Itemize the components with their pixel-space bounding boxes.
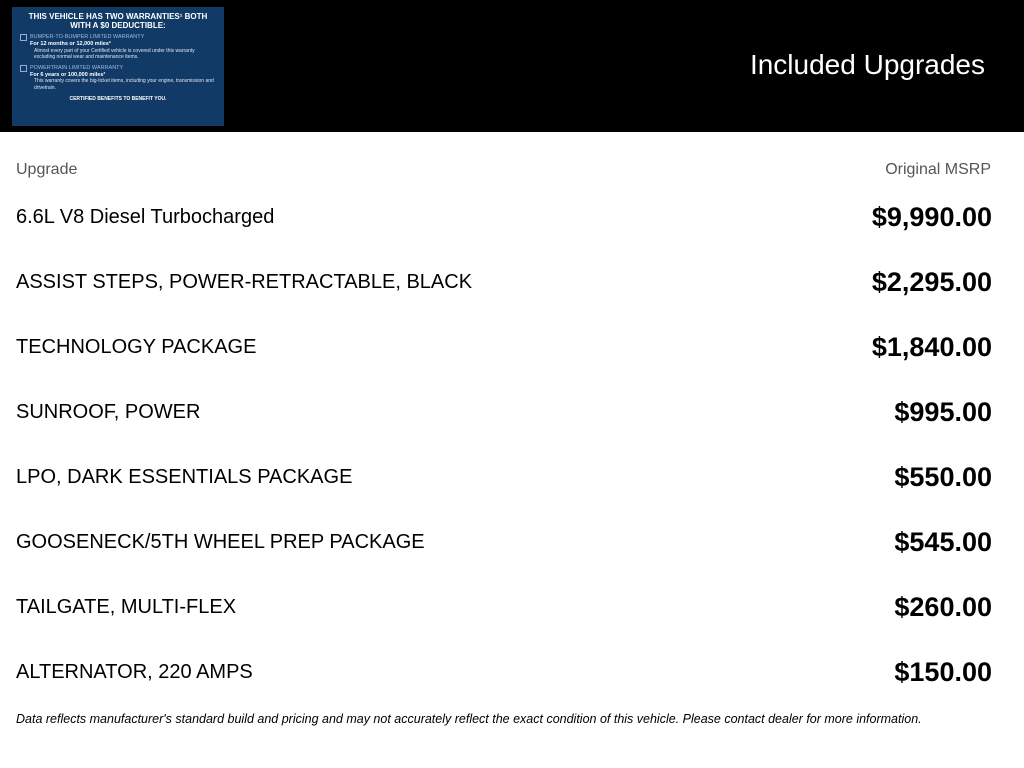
promo-w2-term: For 6 years or 100,000 miles³ xyxy=(30,71,106,78)
warranty-promo-image xyxy=(12,7,224,126)
upgrade-name: 6.6L V8 Diesel Turbocharged xyxy=(16,205,275,228)
table-row xyxy=(16,457,992,497)
checkbox-icon xyxy=(20,34,27,41)
upgrade-price: $545.00 xyxy=(894,526,992,557)
table-row xyxy=(16,392,992,432)
upgrade-price: $9,990.00 xyxy=(871,201,992,232)
table-row xyxy=(16,522,992,562)
upgrade-price: $1,840.00 xyxy=(871,331,992,362)
table-row xyxy=(16,327,992,367)
promo-w1-title: BUMPER-TO-BUMPER LIMITED WARRANTY xyxy=(30,34,145,41)
promo-warranty-2 xyxy=(20,65,216,91)
promo-w2-title: POWERTRAIN LIMITED WARRANTY xyxy=(30,64,124,71)
upgrade-name: ALTERNATOR, 220 AMPS xyxy=(16,660,253,683)
table-row xyxy=(16,262,992,302)
table-row xyxy=(16,197,992,237)
upgrade-name: GOOSENECK/5TH WHEEL PREP PACKAGE xyxy=(16,530,425,553)
header-bar xyxy=(0,0,1024,132)
column-header-msrp: Original MSRP xyxy=(885,161,991,178)
upgrade-name: TAILGATE, MULTI-FLEX xyxy=(16,595,237,618)
upgrade-price: $550.00 xyxy=(894,461,992,492)
disclaimer: Data reflects manufacturer's standard build and pricing and may not accurately reflect the exact condition of this vehicle. Please contact dealer for more information. xyxy=(16,712,922,726)
promo-w1-desc: Almost every part of your Certified vehicle is covered under this warranty excluding normal wear and maintenance items. xyxy=(34,48,195,61)
promo-tagline: CERTIFIED BENEFITS TO BENEFIT YOU. xyxy=(69,95,167,102)
upgrade-price: $995.00 xyxy=(894,396,992,427)
upgrade-name: SUNROOF, POWER xyxy=(16,400,201,423)
promo-w1-term: For 12 months or 12,000 miles² xyxy=(30,41,111,48)
checkbox-icon xyxy=(20,65,27,72)
upgrade-price: $150.00 xyxy=(894,656,992,687)
page-title: Included Upgrades xyxy=(749,49,985,80)
promo-w2-desc: This warranty covers the big-ticket items, including your engine, transmission and drivetrain. xyxy=(34,78,214,91)
column-header-upgrade: Upgrade xyxy=(16,161,78,178)
upgrade-name: TECHNOLOGY PACKAGE xyxy=(16,335,257,358)
upgrade-name: ASSIST STEPS, POWER-RETRACTABLE, BLACK xyxy=(16,270,473,293)
table-row xyxy=(16,652,992,692)
upgrade-price: $260.00 xyxy=(894,591,992,622)
promo-headline: THIS VEHICLE HAS TWO WARRANTIES¹ BOTH WITH A $0 DEDUCTIBLE: xyxy=(28,12,208,31)
table-row xyxy=(16,587,992,627)
upgrade-price: $2,295.00 xyxy=(871,266,992,297)
promo-warranty-1 xyxy=(20,34,216,60)
upgrade-name: LPO, DARK ESSENTIALS PACKAGE xyxy=(16,465,353,488)
